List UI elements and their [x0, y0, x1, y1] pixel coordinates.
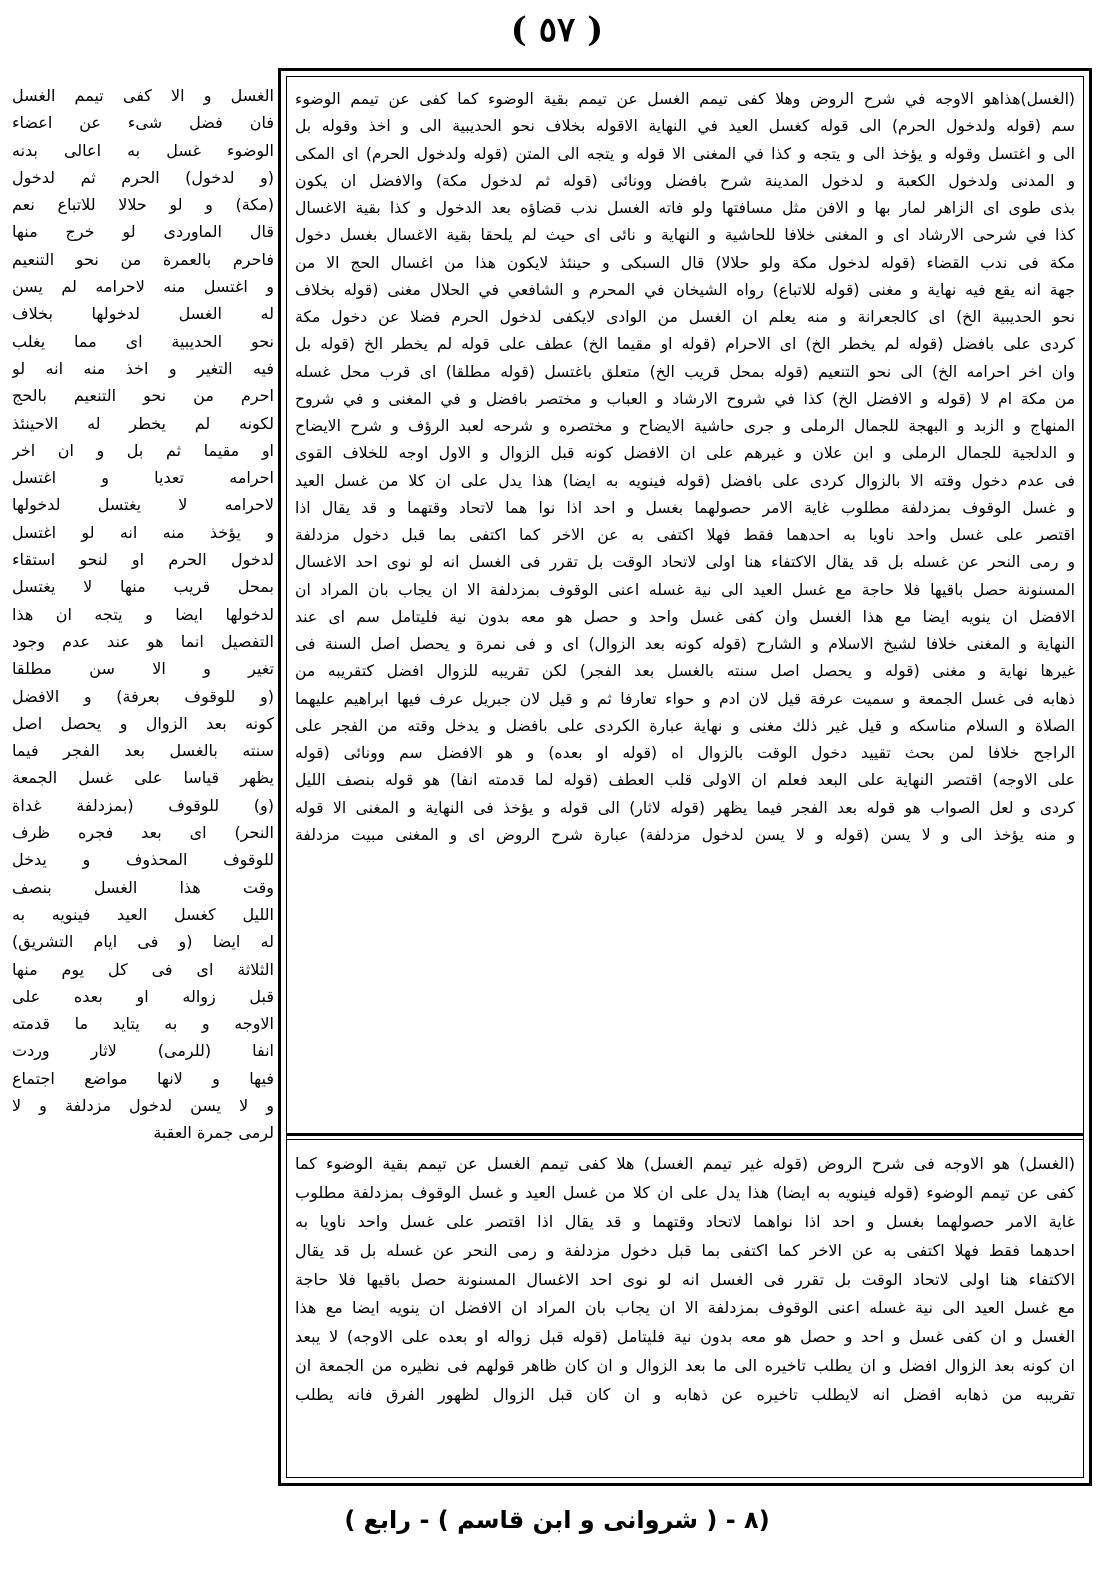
margin-line: احرم من نحو التنعيم بالحج [12, 386, 274, 406]
margin-line: الوضوء غسل به اعالى بدنه [12, 140, 274, 160]
margin-line: الاوجه و به يتايد ما قدمته [12, 1014, 274, 1034]
margin-line: لاحرامه لا يغتسل لدخولها [12, 495, 274, 515]
margin-line: نحو الحديبية اى مما يغلب [12, 331, 274, 351]
margin-line: (و لدخول) الحرم ثم لدخول [12, 167, 274, 187]
margin-line: لدخولها ايضا و يتجه ان هذا [12, 604, 274, 624]
text-line: و الدلجية للجمال الرملى و ابن علان و غيرهم على ان الافضل كونه قبل الزوال و الاول اوجه للخلاف القوى [295, 444, 1075, 463]
text-line: و منه يؤخذ الى و لا يسن (قوله و لا يسن لدخول مزدلفة) عبارة شرح الروض اى و المغنى مبيت مزدلفة [295, 825, 1075, 844]
text-line: و غسل الوقوف بمزدلفة مطلوب غاية الامر حصولهما بغسل و احد اذا نوا هما لاتحاد وقتهما و قد يقال اذا [295, 498, 1075, 517]
text-line: بذى طوى اى الزاهر لمار بها و الافن مثل مسافتها ولو فاته الغسل ندب قضاؤه بعد الدخول و كذا بقية الاغسال [295, 199, 1075, 217]
text-line: و المدنى ولدخول الكعبة و لدخول المدينة شرح بافضل وونائى (قوله ثم لدخول مكة) والافضل ان يكون [295, 171, 1075, 190]
text-line: المسنونة حصل باقيها فلا حاجة مع غسل العيد الى نية غسله اعنى الوقوف بمزدلفة الا ان يجاب بان المراد ان [295, 580, 1075, 599]
text-line: النهاية و المغنى خلافا لشيخ الاسلام و الشارح (قوله كونه بعد الزوال) اى و فى نمرة و يحصل اصل السنة فى [295, 635, 1075, 653]
text-line: تقريبه من ذهابه افضل انه لايطلب تاخيره عن ذهابه و ان كان قبل الزوال لظهور الفرق فانه يطلب [295, 1385, 1075, 1405]
margin-line: لدخول الحرم او لنحو استقاء [12, 550, 274, 570]
section-divider-inner [286, 1139, 1084, 1140]
text-line: الاكتفاء هنا اولى لاتحاد الوقت بل تقرر فى الغسل انه لو نوى احد الاغسال المسنونة حصل باقيها فلا حاجة [295, 1269, 1075, 1289]
margin-line: الليل كغسل العيد فينويه به [12, 904, 274, 924]
text-line: المنهاج و الزبد و البهجة للجمال الرملى و جرى حاشية الايضاح و مختصره و شرحه لعبد الرؤف و شرح الايضاح [295, 417, 1075, 435]
page-footer: (٨ - ( شروانى و ابن قاسم ) - رابع ) [344, 1506, 770, 1534]
margin-line: لكونه لم يخطر له الاحينئذ [12, 413, 274, 433]
text-line: كردى على بافضل (قوله لم يخطر الخ) اى الاحرام (قوله او مقيما الخ) عطف على قوله لم يخطر الخ (قوله بل [295, 335, 1075, 354]
text-line: مع غسل العيد الى نية غسله اعنى الوقوف بمزدلفة الا ان يجاب بان المراد ان الافضل ان ينويه ايضا مع هذا [295, 1298, 1075, 1318]
margin-line: فان فضل شىء عن اعضاء [12, 113, 274, 133]
margin-line: (مكة) و لو حلالا للاتباع نعم [12, 195, 274, 215]
text-line: مكة فى ندب القضاء (قوله لدخول مكة ولو حلالا) قال السبكى و حينئذ لايكون هذا من اغسال الحج الا من [295, 253, 1075, 272]
margin-line: النحر) اى بعد فجره ظرف [12, 823, 274, 843]
text-line: وان اخر احرامه الخ) الى نحو التنعيم (قوله بمحل قريب الخ) متعلق باغتسل (قوله مطلقا) اى قرب محل غسله [295, 362, 1075, 381]
text-line: الصلاة و السلام مناسكه و قيل غير ذلك مغنى و نهاية عبارة الكردى على بافضل و يدخل وقته من الفجر على [295, 716, 1075, 735]
text-line: ان كونه بعد الزوال افضل و ان يطلب تاخيره الى ما بعد الزوال و ان كان ظاهر قولهم فى نظيره من الجمعة ان [295, 1356, 1075, 1376]
text-line: (الغسل) هو الاوجه فى شرح الروض (قوله غير تيمم الغسل) هلا كفى تيمم الغسل عن تيمم بقية الوضوء كما [295, 1154, 1075, 1173]
text-line: ذهابه فى غسل الجمعة و سميت عرفة قيل لان ادم و حواء تعارفا ثم و قيل لان جبريل عرف فيها ابراهيم عليهما [295, 689, 1075, 708]
margin-line: كونه بعد الزوال و يحصل اصل [12, 713, 274, 733]
page-number: ( ٥٧ ) [510, 10, 604, 50]
margin-line: فيه التغير و اخذ منه انه لو [12, 358, 274, 378]
margin-line: قال الماوردى لو خرج منها [12, 222, 274, 242]
text-line: (الغسل)هذاهو الاوجه في شرح الروض وهلا كفى تيمم الغسل عن تيمم بقية الوضوء كما كفى عن تيمم الوضوء [295, 90, 1075, 108]
text-line: من مكة ام لا (قوله و الافضل الخ) كذا في شروح الارشاد و العباب و مختصر بافضل و في المغنى و في شروح [295, 389, 1075, 408]
text-line: الغسل و ان كفى غسل و احد و حصل هو معه بدون نية فليتامل (قوله قبل زواله او بعده على الاوجه) لا يبعد [295, 1327, 1075, 1347]
margin-line: (و) للوقوف (بمزدلفة غداة [12, 795, 274, 815]
text-line: اقتصر على غسل واحد ناويا به احدهما فقط فهلا اكتفى به عن الاخر كما اكتفى بما قبل دخول مزدلفة [295, 526, 1075, 544]
margin-line: و يؤخذ منه انه لو اغتسل [12, 522, 274, 542]
text-line: سم (قوله ولدخول الحرم) الى قوله كغسل العيد في النهاية الاقوله بخلاف نحو الحديبية الى و اخذ وقوله بل [295, 117, 1075, 136]
text-line: غيرها نهاية و مغنى (قوله و يحصل اصل سنته بالغسل بعد الفجر) لكن تقريبه للزوال افضل كتقريبه من [295, 662, 1075, 681]
text-line: نحو الحديبية الخ) اى كالجعرانة و منه يعلم ان الغسل من الوادى لايكفى لدخول الحرم فضلا عن دخول مكة [295, 308, 1075, 326]
margin-line: انفا (للرمى) لاثار وردت [12, 1041, 274, 1061]
text-line: كردى و لعل الصواب هو قوله بعد الفجر فيما يظهر (قوله لاثار) الى قوله و يؤخذ فى النهاية و المغنى الا قوله [295, 798, 1075, 817]
margin-line: يظهر قياسا على غسل الجمعة [12, 768, 274, 788]
margin-line: (و للوقوف بعرفة) و الافضل [12, 686, 274, 706]
margin-line: احرامه تعديا و اغتسل [12, 468, 274, 488]
margin-line: فاحرم بالعمرة من نحو التنعيم [12, 249, 274, 269]
lower-commentary [295, 1150, 1075, 1410]
margin-line: وقت هذا الغسل بنصف [12, 877, 274, 897]
margin-line: التفصيل انما هو عند عدم وجود [12, 631, 274, 651]
main-commentary [295, 86, 1075, 849]
margin-line: فيها و لانها مواضع اجتماع [12, 1068, 274, 1088]
margin-line: قبل زواله او بعده على [12, 986, 274, 1006]
margin-line: بمحل قريب منها لا يغتسل [12, 577, 274, 597]
text-line: الى و اغتسل وقوله و يؤخذ الى و يتجه و كذا في المغنى الا قوله و يتجه الى المتن (قوله ولدخول الحرم) اى المكى [295, 144, 1075, 163]
text-line: على الاوجه) اقتصر النهاية على البعد فعلم ان الاولى قلب العطف (قوله لما قدمته انفا) هو قوله بنصف الليل [295, 771, 1075, 790]
margin-line: الغسل و الا كفى تيمم الغسل [12, 86, 274, 105]
text-line: فى عدم دخول وقته الا بالزوال كردى على بافضل (قوله فينويه به ايضا) هذا يدل على ان كلا من غسل العيد [295, 471, 1075, 490]
margin-line: تغير و الا سن مطلقا [12, 659, 274, 679]
section-divider [286, 1133, 1084, 1136]
margin-line: لرمى جمرة العقبة [153, 1123, 274, 1143]
text-line: كفى عن تيمم الوضوء (قوله فينويه به ايضا) هذا يدل على ان كلا من غسل العيد و غسل الوقوف بمزدلفة مطلوب [295, 1182, 1075, 1202]
margin-line: الثلاثة اى فى كل يوم منها [12, 959, 274, 979]
margin-line: او مقيما ثم بل و ان اخر [12, 440, 274, 460]
margin-line: سنته بالغسل بعد الفجر فيما [12, 741, 274, 761]
text-line: غاية الامر حصولهما بغسل و احد اذا نواهما لاتحاد وقتهما و قد يقال اذا اقتصر على غسل واحد ناويا به [295, 1211, 1075, 1231]
text-line: الافضل ان ينويه ايضا مع هذا الغسل وان كفى غسل واحد و حصل هو معه بدون نية فليتامل سم اى عند [295, 607, 1075, 626]
text-line: و رمى النحر عن غسله بل قد يقال الاكتفاء هنا اولى لاتحاد الوقت بل تقرر فى الغسل انه لو نوى احد الاغسال [295, 553, 1075, 572]
text-line: الراجح خلافا لمن بحث تقييد دخول الوقت بالزوال اه (قوله او بعده) و هو الافضل سم وونائى (قوله [295, 744, 1075, 762]
margin-matn [12, 82, 274, 1147]
text-line: جهة انه يقع فيه نهاية و مغنى (قوله للاتباع) رواه الشيخان في المحرم و الشافعي في الحلال مغنى (قوله بخلاف [295, 280, 1075, 299]
margin-line: له ايضا (و فى ايام التشريق) [12, 932, 274, 952]
margin-line: للوقوف المحذوف و يدخل [12, 850, 274, 870]
text-line: كذا في شرحى الارشاد اى و المغنى خلافا للحاشية و النهاية و نائى اى حيث لم يلحقا بقية الاغسال بغسل دخول [295, 226, 1075, 245]
text-line: احدهما فقط فهلا اكتفى به عن الاخر كما اكتفى بما قبل دخول مزدلفة و رمى النحر عن غسله بل قد يقال [295, 1240, 1075, 1260]
margin-line: و لا يسن لدخول مزدلفة و لا [12, 1095, 274, 1115]
margin-line: و اغتسل منه لاحرامه لم يسن [12, 277, 274, 297]
margin-line: له الغسل لدخولها بخلاف [12, 304, 274, 324]
